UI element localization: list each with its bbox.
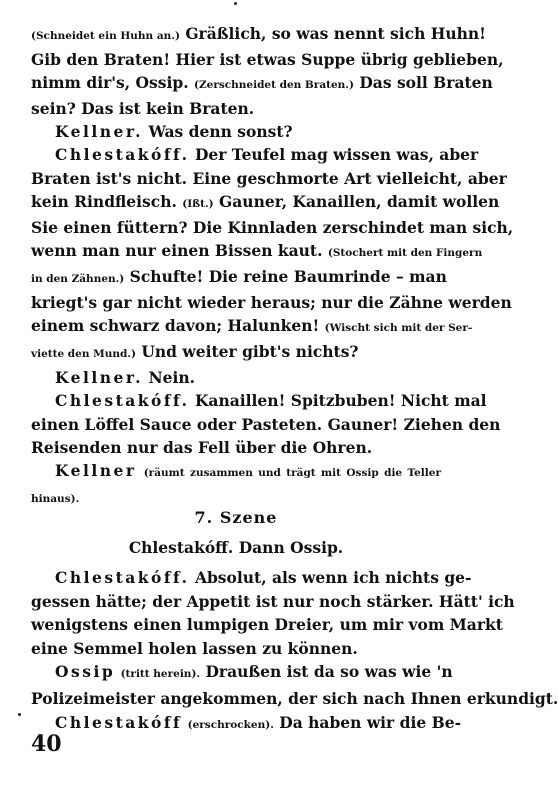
speaker-line <box>31 660 453 687</box>
speaker-name: Kellner. <box>55 122 144 142</box>
stage-direction: (tritt herein). <box>120 668 201 681</box>
stage-direction: hinaus). <box>31 492 80 505</box>
line-text: Polizeimeister angekommen, der sich nach Ihnen erkundigt. <box>31 688 558 708</box>
line-text: Sie einen füttern? Die Kinnladen zerschindet man sich, <box>31 217 514 237</box>
line-text: kriegt's gar nicht wieder heraus; nur die Zähne werden <box>31 293 512 313</box>
line-text: Schufte! Die reine Baumrinde – man <box>124 266 447 286</box>
stage-direction: (Stochert mit den Fingern <box>327 246 483 259</box>
line-text: Draußen ist da so was wie 'n <box>200 662 453 682</box>
text-line <box>31 340 441 366</box>
stage-direction: (räumt zusammen und trägt mit Ossip die Teller <box>143 466 441 479</box>
stage-direction: viette den Mund.) <box>31 348 136 361</box>
line-text: gessen hätte; der Appetit ist nur noch stärker. Hätt' ich <box>31 591 515 611</box>
text-line <box>31 613 503 637</box>
speaker-name: Ossip <box>55 662 116 682</box>
stage-direction: (Ißt.) <box>182 197 214 210</box>
text-line <box>31 265 447 291</box>
line-text: Und weiter gibt's nichts? <box>135 342 359 362</box>
speaker-name: Chlestakóff. <box>55 391 190 411</box>
speaker-line <box>31 711 462 738</box>
stage-direction: in den Zähnen.) <box>31 272 125 285</box>
line-text: Reisenden nur das Fell über die Ohren. <box>31 437 373 457</box>
line-text: kein Rindfleisch. <box>31 191 183 211</box>
speaker-name: Kellner <box>55 460 137 480</box>
line-text <box>137 461 144 480</box>
dialogue-block <box>31 22 514 511</box>
text-line <box>31 687 558 711</box>
speaker-line <box>31 459 441 485</box>
text-line <box>31 485 441 511</box>
text-line <box>31 71 493 97</box>
text-line <box>31 48 504 71</box>
speaker-name: Chlestakóff <box>55 712 183 732</box>
line-text: nimm dir's, Ossip. <box>31 73 194 93</box>
line-text: Da haben wir die Be- <box>273 712 462 732</box>
speaker-line <box>31 566 472 590</box>
speaker-name: Kellner. <box>55 368 144 388</box>
line-text: Absolut, als wenn ich nichts ge- <box>189 568 472 587</box>
speaker-line <box>31 120 441 143</box>
stage-direction: (erschrocken). <box>187 718 274 731</box>
text-line <box>31 590 515 614</box>
text-line <box>31 97 441 120</box>
line-text: einem schwarz davon; Halunken! <box>31 316 325 336</box>
speaker-name: Chlestakóff. <box>55 145 190 165</box>
line-text: Das soll Braten <box>353 73 493 93</box>
text-line <box>31 436 441 459</box>
speaker-name: Chlestakóff. <box>55 568 190 587</box>
text-line <box>31 291 512 314</box>
line-text: wenn man nur einen Bissen kaut. <box>31 240 328 260</box>
text-line <box>31 190 500 216</box>
line-text: Nein. <box>143 368 196 388</box>
line-text: Kanaillen! Spitzbuben! Nicht mal <box>189 391 487 411</box>
scene-title: 7. Szene <box>194 508 278 527</box>
line-text: Gib den Braten! Hier ist etwas Suppe übrig geblieben, <box>31 50 504 70</box>
text-line <box>31 314 473 340</box>
speaker-line <box>31 366 441 389</box>
print-speck <box>234 2 237 5</box>
line-text: Gauner, Kanaillen, damit wollen <box>213 191 500 211</box>
line-text: Braten ist's nicht. Eine geschmorte Art vielleicht, aber <box>31 168 507 188</box>
text-line <box>31 637 441 661</box>
print-speck <box>18 713 21 716</box>
speaker-line <box>31 389 487 412</box>
line-text: eine Semmel holen lassen zu können. <box>31 638 358 658</box>
stage-direction: (Schneidet ein Huhn an.) <box>31 30 180 42</box>
stage-direction: (Zerschneidet den Braten.) <box>194 79 354 92</box>
line-text: einen Löffel Sauce oder Pasteten. Gauner! Ziehen den <box>31 414 501 434</box>
line-text: sein? Das ist kein Braten. <box>31 99 255 119</box>
line-text: Was denn sonst? <box>143 122 293 142</box>
text-line <box>31 216 514 239</box>
dialogue-block-scene-7 <box>31 566 558 737</box>
page-number: 40 <box>31 731 62 757</box>
line-text: Gräßlich, so was nennt sich Huhn! <box>179 24 486 43</box>
line-text: Der Teufel mag wissen was, aber <box>189 145 479 165</box>
stage-direction: (Wischt sich mit der Ser- <box>324 322 473 335</box>
text-line <box>31 239 483 265</box>
speaker-line <box>31 143 479 166</box>
text-line <box>31 22 486 48</box>
scene-persons: Chlestakóff. Dann Ossip. <box>128 538 344 557</box>
text-line <box>31 413 501 436</box>
text-line <box>31 167 507 190</box>
line-text: wenigstens einen lumpigen Dreier, um mir vom Markt <box>31 615 503 635</box>
